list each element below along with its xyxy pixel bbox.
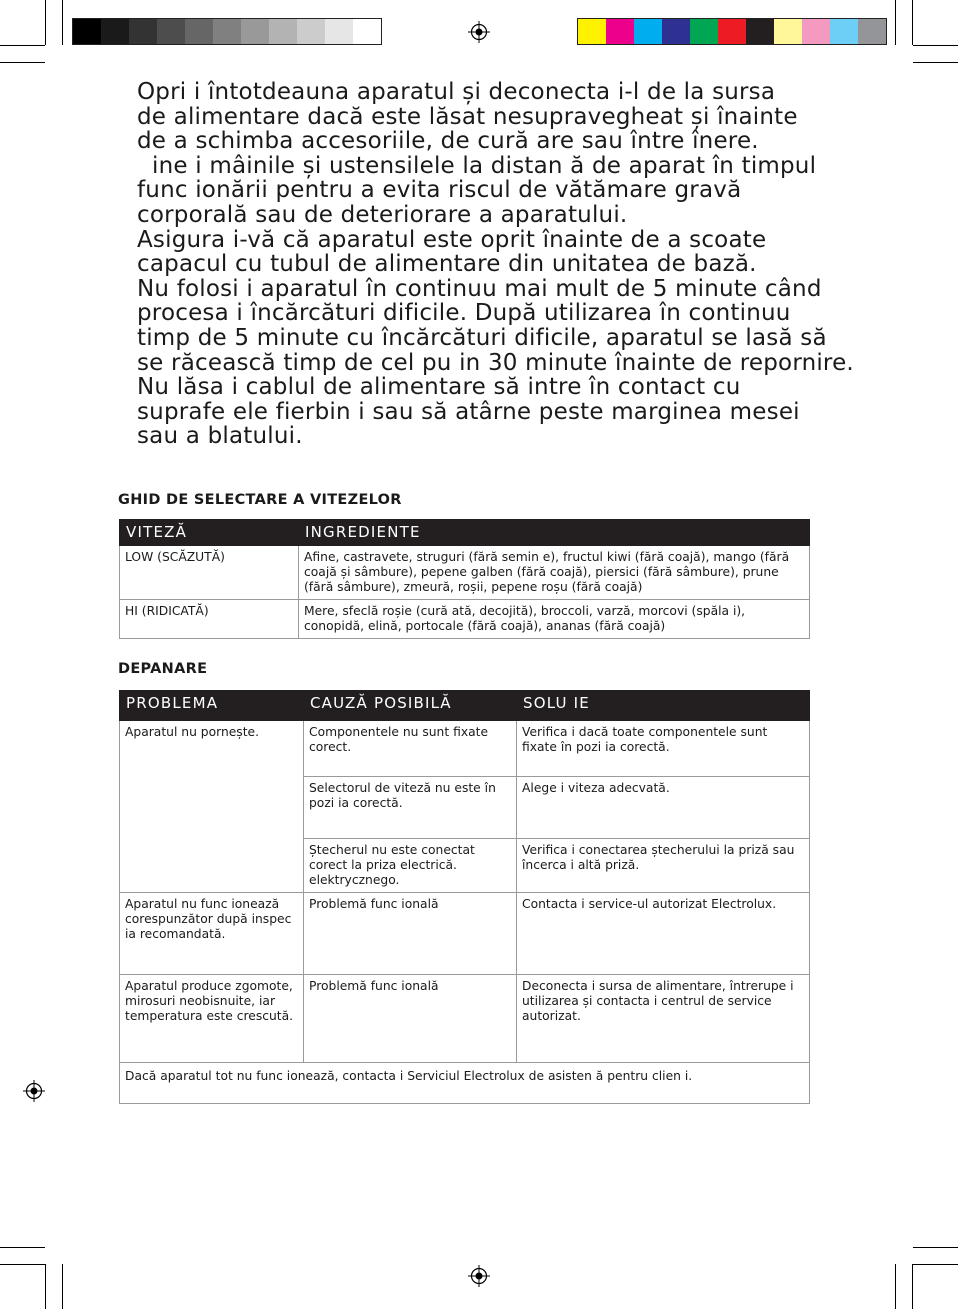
solution-cell: Deconecta i sursa de alimentare, întrerupe i utilizarea și contacta i centrul de service autorizat.: [517, 975, 810, 1063]
table-row: [120, 600, 810, 639]
solution-cell: Verifica i dacă toate componentele sunt fixate în pozi ia corectă.: [517, 721, 810, 777]
table-footer-row: [120, 1063, 810, 1104]
solution-cell: Verifica i conectarea ștecherului la priză sau încerca i altă priză.: [517, 839, 810, 893]
cause-cell: Ștecherul nu este conectat corect la priza electrică. elektrycznego.: [304, 839, 517, 893]
warning-line: corporală sau de deteriorare a aparatului.: [137, 201, 628, 228]
speed-cell: HI (RIDICATĂ): [120, 600, 299, 639]
warning-line: timp de 5 minute cu încărcături dificile, aparatul se lasă să: [137, 324, 827, 351]
cause-cell: Selectorul de viteză nu este în pozi ia corectă.: [304, 777, 517, 839]
color-swatch: [606, 19, 634, 44]
warning-line: func ionării pentru a evita riscul de vătămare gravă: [137, 177, 742, 204]
speed-guide-table: [119, 519, 810, 639]
warning-line: Nu folosi i aparatul în continuu mai mult de 5 minute când: [137, 275, 822, 302]
column-header: SOLU IE: [517, 691, 810, 721]
column-header: INGREDIENTE: [299, 520, 810, 546]
gray-swatch: [325, 19, 353, 44]
warning-line: ine i mâinile și ustensilele la distan ă de aparat în timpul: [137, 152, 817, 179]
grayscale-bar: [72, 18, 382, 45]
color-swatch: [578, 19, 606, 44]
solution-cell: Contacta i service-ul autorizat Electrolux.: [517, 893, 810, 975]
table-header-row: [120, 691, 810, 721]
table-row: [120, 975, 810, 1063]
warning-line: de a schimba accesoriile, de cură are sau între înere.: [137, 128, 759, 155]
cause-cell: Problemă func ională: [304, 975, 517, 1063]
gray-swatch: [157, 19, 185, 44]
color-swatch: [746, 19, 774, 44]
warning-line: sau a blatului.: [137, 423, 303, 450]
warning-line: capacul cu tubul de alimentare din unitatea de bază.: [137, 251, 757, 278]
column-header: CAUZĂ POSIBILĂ: [304, 691, 517, 721]
gray-swatch: [185, 19, 213, 44]
problem-cell: Aparatul nu func ionează corespunzător după inspec ia recomandată.: [120, 893, 304, 975]
registration-mark-icon: [468, 1265, 490, 1287]
warning-line: Opri i întotdeauna aparatul și deconecta i-l de la sursa: [137, 79, 776, 105]
gray-swatch: [129, 19, 157, 44]
color-swatch: [774, 19, 802, 44]
safety-warnings: [137, 80, 937, 449]
warning-line: procesa i încărcături dificile. După utilizarea în continuu: [137, 300, 791, 327]
color-swatch: [802, 19, 830, 44]
gray-swatch: [101, 19, 129, 44]
ingredients-cell: Mere, sfeclă roșie (cură ată, decojită), broccoli, varză, morcovi (spăla i), conopidă, elină, portocale (fără coajă), ananas (fără coajă): [299, 600, 810, 639]
speed-guide-title: GHID DE SELECTARE A VITEZELOR: [118, 492, 402, 508]
troubleshooting-table: [119, 690, 810, 1104]
table-row: [120, 721, 810, 777]
speed-cell: LOW (SCĂZUTĂ): [120, 546, 299, 600]
problem-cell: Aparatul produce zgomote, mirosuri neobisnuite, iar temperatura este crescută.: [120, 975, 304, 1063]
gray-swatch: [297, 19, 325, 44]
cause-cell: Problemă func ională: [304, 893, 517, 975]
gray-swatch: [213, 19, 241, 44]
ingredients-cell: Afine, castravete, struguri (fără semin e), fructul kiwi (fără coajă), mango (fără coajă și sâmbure), pepene galben (fără coajă), piersici (fără sâmbure), prune (fără sâmbure), zmeură, roșii, pepene roșu (fără coajă): [299, 546, 810, 600]
solution-cell: Alege i viteza adecvată.: [517, 777, 810, 839]
warning-line: suprafe ele fierbin i sau să atârne peste marginea mesei: [137, 398, 800, 425]
column-header: PROBLEMA: [120, 691, 304, 721]
warning-line: se răcească timp de cel pu in 30 minute înainte de repornire.: [137, 349, 854, 376]
color-swatch: [718, 19, 746, 44]
table-header-row: [120, 520, 810, 546]
gray-swatch: [269, 19, 297, 44]
gray-swatch: [241, 19, 269, 44]
color-swatch: [858, 19, 886, 44]
problem-cell: Aparatul nu pornește.: [120, 721, 304, 893]
gray-swatch: [73, 19, 101, 44]
footer-note: Dacă aparatul tot nu func ionează, contacta i Serviciul Electrolux de asisten ă pentru clien i.: [120, 1063, 810, 1104]
color-swatch: [830, 19, 858, 44]
warning-line: de alimentare dacă este lăsat nesupravegheat și înainte: [137, 103, 798, 130]
table-row: [120, 546, 810, 600]
warning-line: Asigura i-vă că aparatul este oprit înainte de a scoate: [137, 226, 767, 253]
cause-cell: Componentele nu sunt fixate corect.: [304, 721, 517, 777]
table-row: [120, 893, 810, 975]
gray-swatch: [353, 19, 381, 44]
color-swatch: [662, 19, 690, 44]
registration-mark-icon: [468, 21, 490, 43]
troubleshooting-title: DEPANARE: [118, 661, 208, 677]
warning-line: Nu lăsa i cablul de alimentare să intre în contact cu: [137, 374, 741, 401]
column-header: VITEZĂ: [120, 520, 299, 546]
registration-mark-icon: [23, 1080, 45, 1102]
color-swatch: [690, 19, 718, 44]
color-swatch: [634, 19, 662, 44]
color-bar: [577, 18, 887, 45]
